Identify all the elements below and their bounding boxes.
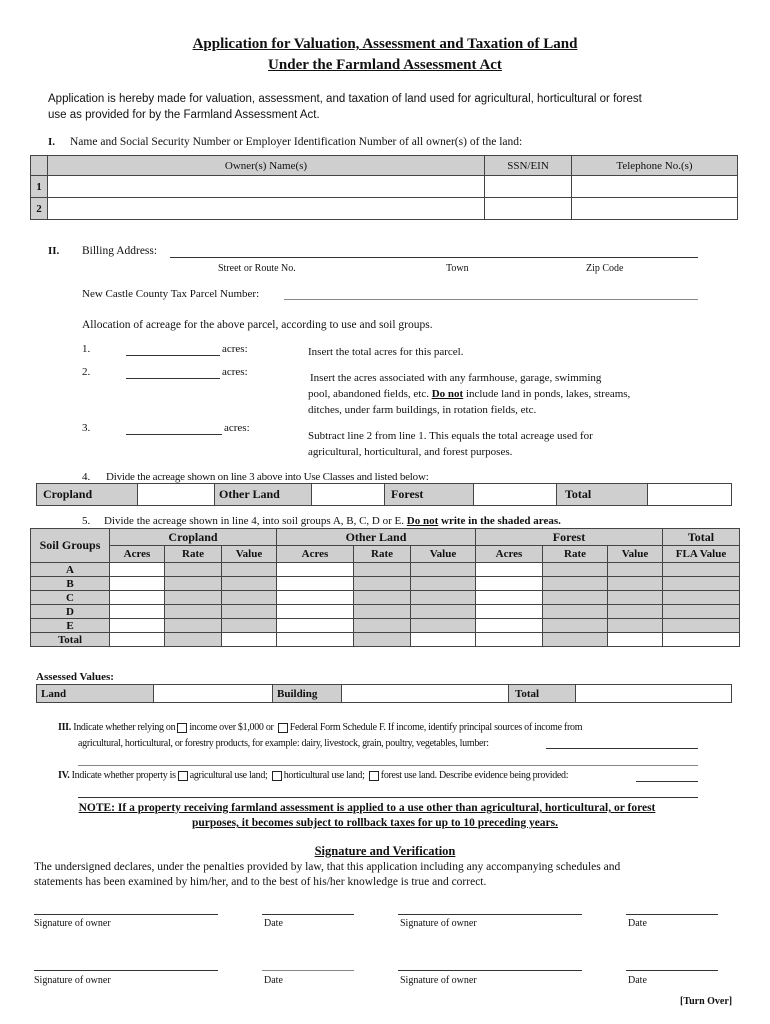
forest-checkbox[interactable] — [369, 771, 379, 781]
soil-cell[interactable] — [476, 577, 543, 591]
date-label: Date — [264, 918, 283, 929]
allocation-text: Allocation of acreage for the above parcel, according to use and soil groups. — [82, 319, 433, 331]
signature-date-field[interactable] — [262, 970, 354, 971]
soil-cell[interactable] — [476, 619, 543, 633]
soil-cell — [354, 591, 411, 605]
soil-subheader: Acres — [110, 546, 165, 563]
cropland-acres-field[interactable] — [138, 484, 215, 506]
soil-cell — [354, 633, 411, 647]
soil-cell — [663, 619, 740, 633]
assessed-building-field[interactable] — [342, 685, 509, 703]
section4-line — [58, 770, 568, 781]
soil-cell[interactable] — [663, 633, 740, 647]
soil-cell — [354, 605, 411, 619]
soil-subheader: Value — [222, 546, 277, 563]
soil-total-header: Total — [663, 529, 740, 546]
soil-cell — [165, 633, 222, 647]
signature-date-field[interactable] — [626, 914, 718, 915]
soil-cell — [663, 605, 740, 619]
assessed-table — [36, 684, 732, 703]
owner-name-field-2[interactable] — [48, 198, 485, 220]
soil-cell — [222, 563, 277, 577]
soil-cell — [663, 577, 740, 591]
intro-line1: Application is hereby made for valuation, assessment, and taxation of land used for agricultural, horticultural or forest — [48, 93, 642, 105]
soil-subheader: Rate — [543, 546, 608, 563]
soil-cell — [411, 577, 476, 591]
section1-text: Name and Social Security Number or Employer Identification Number of all owner(s) of the land: — [70, 136, 523, 148]
parcel-number-field[interactable] — [284, 299, 698, 300]
soil-cell[interactable] — [277, 633, 354, 647]
evidence-field[interactable] — [636, 781, 698, 782]
soil-cell[interactable] — [476, 563, 543, 577]
soil-cell — [354, 577, 411, 591]
soil-cell — [608, 563, 663, 577]
owners-table-corner — [31, 156, 48, 176]
intro-line2: use as provided for by the Farmland Assessment Act. — [48, 109, 320, 121]
horticultural-checkbox[interactable] — [272, 771, 282, 781]
section3-numeral: III. — [58, 722, 71, 733]
schedule-f-option-label: Federal Form Schedule F. If income, identify principal sources of income from — [289, 722, 583, 733]
soil-cell — [543, 605, 608, 619]
item2-description-line1: Insert the acres associated with any farmhouse, garage, swimming — [310, 372, 602, 384]
note-line2: purposes, it becomes subject to rollback taxes for up to 10 preceding years. — [191, 817, 559, 829]
soil-cell[interactable] — [110, 563, 165, 577]
total-label: Total — [557, 484, 648, 506]
soil-subheader: Value — [411, 546, 476, 563]
soil-cell — [608, 605, 663, 619]
soil-cell — [222, 577, 277, 591]
soil-cell[interactable] — [110, 619, 165, 633]
item3-acres-field[interactable] — [126, 434, 222, 435]
ssn-field-2[interactable] — [485, 198, 572, 220]
section3-line2: agricultural, horticultural, or forestry products, for example: dairy, livestock, grain, poultry, vegetables, lumber: — [78, 738, 489, 749]
soil-row-label: Total — [31, 633, 110, 647]
item2-description-line2 — [308, 388, 703, 400]
soil-cell — [543, 619, 608, 633]
item2-acres-field[interactable] — [126, 378, 220, 379]
declaration-line1: The undersigned declares, under the penalties provided by law, that this application including any accompanying schedules and — [34, 861, 621, 873]
billing-label: Billing Address: — [82, 245, 158, 257]
soil-cell[interactable] — [277, 577, 354, 591]
owner-signature-field[interactable] — [398, 914, 582, 915]
soil-row-label: C — [31, 591, 110, 605]
soil-subheader: Acres — [476, 546, 543, 563]
soil-cell — [608, 577, 663, 591]
forest-option-label: forest use land. Describe evidence being provided: — [380, 770, 569, 781]
soil-cell — [222, 591, 277, 605]
soil-cell — [411, 563, 476, 577]
street-label: Street or Route No. — [218, 263, 296, 274]
zip-label: Zip Code — [586, 263, 624, 274]
soil-cell — [222, 619, 277, 633]
item5-text — [104, 515, 561, 527]
soil-cell[interactable] — [608, 633, 663, 647]
soil-forest-header: Forest — [476, 529, 663, 546]
income-checkbox[interactable] — [177, 723, 187, 733]
soil-subheader: Value — [608, 546, 663, 563]
soil-subheader: Acres — [277, 546, 354, 563]
assessed-label: Assessed Values: — [36, 671, 114, 683]
schedule-f-checkbox[interactable] — [278, 723, 288, 733]
soil-cell — [165, 591, 222, 605]
item2-desc-part: pool, abandoned fields, etc. — [308, 388, 429, 400]
date-label: Date — [628, 918, 647, 929]
soil-cell — [543, 591, 608, 605]
soil-cell — [165, 577, 222, 591]
item3-acres-label: acres: — [224, 422, 250, 434]
soil-cell[interactable] — [476, 633, 543, 647]
item4-text: Divide the acreage shown on line 3 above into Use Classes and listed below: — [106, 471, 429, 483]
telephone-field-2[interactable] — [572, 198, 738, 220]
soil-cell — [663, 563, 740, 577]
parcel-label: New Castle County Tax Parcel Number: — [82, 288, 260, 300]
turn-over-label: [Turn Over] — [680, 996, 733, 1007]
date-label: Date — [628, 975, 647, 986]
owners-name-header: Owner(s) Name(s) — [48, 156, 485, 176]
item1-acres-field[interactable] — [126, 355, 220, 356]
soil-cell — [354, 619, 411, 633]
soil-cell — [608, 591, 663, 605]
owner-row-number: 1 — [31, 176, 48, 198]
form-title-line1: Application for Valuation, Assessment and Taxation of Land — [192, 36, 578, 52]
assessed-building-label: Building — [273, 685, 342, 703]
item2-desc-part: include land in ponds, lakes, streams, — [465, 388, 631, 400]
section3-text: Indicate whether relying on — [73, 722, 176, 733]
signature-label: Signature of owner — [34, 918, 111, 929]
telephone-header: Telephone No.(s) — [572, 156, 738, 176]
soil-cell — [543, 577, 608, 591]
owner-signature-field[interactable] — [34, 914, 218, 915]
section3-line1 — [58, 722, 582, 733]
owner-row-number: 2 — [31, 198, 48, 220]
income-option-label: income over $1,000 or — [189, 722, 274, 733]
item2-number: 2. — [82, 366, 91, 378]
section4-text: Indicate whether property is — [71, 770, 176, 781]
declaration-line2: statements has been examined by him/her, and to the best of his/her knowledge is true and correct. — [34, 876, 487, 888]
assessed-land-label: Land — [37, 685, 154, 703]
soil-groups-table — [30, 528, 740, 647]
soil-cell[interactable] — [277, 591, 354, 605]
item3-description-line2: agricultural, horticultural, and forest purposes. — [308, 446, 513, 458]
section2-numeral: II. — [48, 245, 60, 257]
agricultural-option-label: agricultural use land; — [189, 770, 268, 781]
town-label: Town — [446, 263, 469, 274]
soil-cell — [663, 591, 740, 605]
soil-cell — [354, 563, 411, 577]
item2-acres-label: acres: — [222, 366, 248, 378]
soil-cell[interactable] — [110, 605, 165, 619]
item1-description: Insert the total acres for this parcel. — [308, 346, 464, 358]
note-line1: NOTE: If a property receiving farmland assessment is applied to a use other than agricultural, horticultural, or forest — [78, 802, 656, 814]
soil-cell — [543, 633, 608, 647]
owner-signature-field[interactable] — [398, 970, 582, 971]
soil-cell[interactable] — [277, 605, 354, 619]
signature-date-field[interactable] — [626, 970, 718, 971]
soil-subheader: Rate — [354, 546, 411, 563]
cropland-label: Cropland — [37, 484, 138, 506]
soil-groups-corner: Soil Groups — [31, 529, 110, 563]
date-label: Date — [264, 975, 283, 986]
soil-cell[interactable] — [277, 619, 354, 633]
signature-label: Signature of owner — [34, 975, 111, 986]
forest-label: Forest — [385, 484, 474, 506]
owner-signature-field[interactable] — [34, 970, 218, 971]
signature-heading: Signature and Verification — [314, 844, 456, 858]
soil-row-label: A — [31, 563, 110, 577]
soil-cell — [165, 605, 222, 619]
soil-cell — [411, 619, 476, 633]
ssn-field-1[interactable] — [485, 176, 572, 198]
income-sources-field-line2[interactable] — [78, 765, 698, 766]
forest-acres-field[interactable] — [474, 484, 557, 506]
soil-cell — [165, 563, 222, 577]
section4-numeral: IV. — [58, 770, 70, 781]
item1-number: 1. — [82, 343, 91, 355]
item2-description-line3: ditches, under farm buildings, in rotation fields, etc. — [308, 404, 537, 416]
soil-row-label: B — [31, 577, 110, 591]
soil-cell[interactable] — [277, 563, 354, 577]
item4-number: 4. — [82, 471, 91, 483]
assessed-total-label: Total — [509, 685, 576, 703]
soil-cell — [543, 563, 608, 577]
soil-row-label: D — [31, 605, 110, 619]
soil-subheader: Rate — [165, 546, 222, 563]
soil-cell — [165, 619, 222, 633]
item5-bold-rest: write in the shaded areas. — [441, 515, 561, 527]
ssn-header: SSN/EIN — [485, 156, 572, 176]
soil-cell — [608, 619, 663, 633]
other-land-label: Other Land — [215, 484, 312, 506]
soil-cell[interactable] — [110, 591, 165, 605]
signature-label: Signature of owner — [400, 975, 477, 986]
item5-text-plain: Divide the acreage shown in line 4, into soil groups A, B, C, D or E. — [104, 515, 405, 527]
signature-label: Signature of owner — [400, 918, 477, 929]
total-acres-field[interactable] — [648, 484, 732, 506]
soil-other-land-header: Other Land — [277, 529, 476, 546]
section1-numeral: I. — [48, 136, 56, 148]
assessed-land-field[interactable] — [154, 685, 273, 703]
item3-number: 3. — [82, 422, 91, 434]
soil-cropland-header: Cropland — [110, 529, 277, 546]
item5-number: 5. — [82, 515, 91, 527]
form-title-line2: Under the Farmland Assessment Act — [268, 57, 502, 73]
soil-cell[interactable] — [222, 633, 277, 647]
agricultural-checkbox[interactable] — [178, 771, 188, 781]
soil-cell — [411, 605, 476, 619]
other-land-acres-field[interactable] — [312, 484, 385, 506]
soil-subheader: FLA Value — [663, 546, 740, 563]
horticultural-option-label: horticultural use land; — [283, 770, 365, 781]
evidence-field-line2[interactable] — [78, 797, 698, 798]
item1-acres-label: acres: — [222, 343, 248, 355]
signature-date-field[interactable] — [262, 914, 354, 915]
soil-cell[interactable] — [110, 633, 165, 647]
owners-table — [30, 155, 738, 220]
soil-cell[interactable] — [476, 605, 543, 619]
item5-do-not: Do not — [406, 515, 439, 527]
soil-cell[interactable] — [476, 591, 543, 605]
assessed-total-field[interactable] — [576, 685, 732, 703]
soil-cell[interactable] — [411, 633, 476, 647]
soil-row-label: E — [31, 619, 110, 633]
item3-description-line1: Subtract line 2 from line 1. This equals the total acreage used for — [308, 430, 593, 442]
soil-cell — [222, 605, 277, 619]
owner-name-field-1[interactable] — [48, 176, 485, 198]
item2-do-not: Do not — [431, 388, 464, 400]
telephone-field-1[interactable] — [572, 176, 738, 198]
income-sources-field[interactable] — [546, 748, 698, 749]
billing-address-field[interactable] — [170, 257, 698, 258]
soil-cell[interactable] — [110, 577, 165, 591]
use-classes-table — [36, 483, 732, 506]
soil-cell — [411, 591, 476, 605]
